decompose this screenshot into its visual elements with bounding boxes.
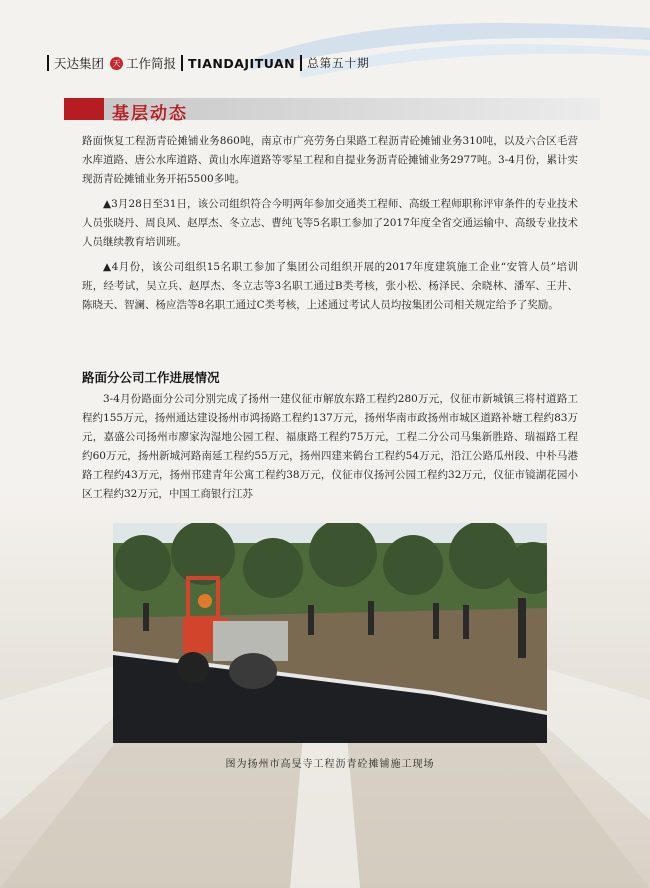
issue-number: 总第五十期 — [307, 56, 370, 70]
page-header — [42, 52, 602, 74]
brand-name: TIANDAJITUAN — [188, 55, 296, 71]
section-banner — [64, 98, 600, 124]
header-divider — [47, 55, 49, 71]
paragraph: ▲3月28日至31日，该公司组织符合今明两年参加交通类工程师、高级工程师职称评审条件的专业技术人员张晓丹、周良风、赵厚杰、冬立志、曹纯飞等5名职工参加了2017年度全省交通运输中、高级专业技术人员继续教育培训班。 — [82, 198, 578, 248]
article-body-subsection — [82, 368, 578, 510]
section-title: 基层动态 — [112, 104, 188, 124]
paragraph: 3-4月份路面分公司分别完成了扬州一建仪征市解放东路工程约280万元，仪征市新城镇三将村道路工程约155万元，扬州通达建设扬州市鸿扬路工程约137万元，扬州华南市政扬州市城区道路补塘工程约83万元，嘉盛公司扬州市廖家沟湿地公园工程、福康路工程约75万元，工程二分公司马集新胜路、瑞福路工程约60万元，扬州新城河路南延工程约55万元，扬州四建来鹤台工程约54万元，沿江公路瓜州段、中朴马港路工程约43万元，扬州邗建青年公寓工程约38万元，仪征市仪扬河公园工程约32万元，仪征市镜湖花园小区工程约32万元，中国工商银行江苏 — [82, 393, 578, 500]
photo-caption: 图为扬州市高旻寺工程沥青砼摊铺施工现场 — [225, 759, 435, 770]
company-logo-icon: 天 — [110, 57, 123, 70]
photo-illustration — [113, 523, 547, 743]
article-body-top — [82, 132, 578, 321]
construction-site-photo — [113, 523, 547, 743]
header-divider — [181, 55, 183, 71]
paragraph: 路面恢复工程沥青砼摊铺业务860吨，南京市广亮劳务白果路工程沥青砼摊铺业务310吨，以及六合区毛营水库道路、唐公水库道路、黄山水库道路等零星工程和自提业务沥青砼摊铺业务2977吨。3-4月份，累计实现沥青砼摊铺业务开拓5500多吨。 — [82, 135, 578, 185]
subsection-title: 路面分公司工作进展情况 — [82, 370, 220, 385]
paragraph: ▲4月份，该公司组织15名职工参加了集团公司组织开展的2017年度建筑施工企业“安管人员”培训班，经考试，吴立兵、赵厚杰、冬立志等3名职工通过B类考核，张小松、杨泽民、余晓林、潘军、王井、陈晓天、智澜、杨应浩等8名职工通过C类考核，上述通过考试人员均按集团公司相关规定给予了奖励。 — [82, 261, 578, 311]
section-banner-accent — [64, 98, 104, 120]
company-name: 天达集团 — [54, 56, 105, 71]
newsletter-title: 工作简报 — [126, 56, 177, 71]
header-divider — [300, 55, 302, 71]
